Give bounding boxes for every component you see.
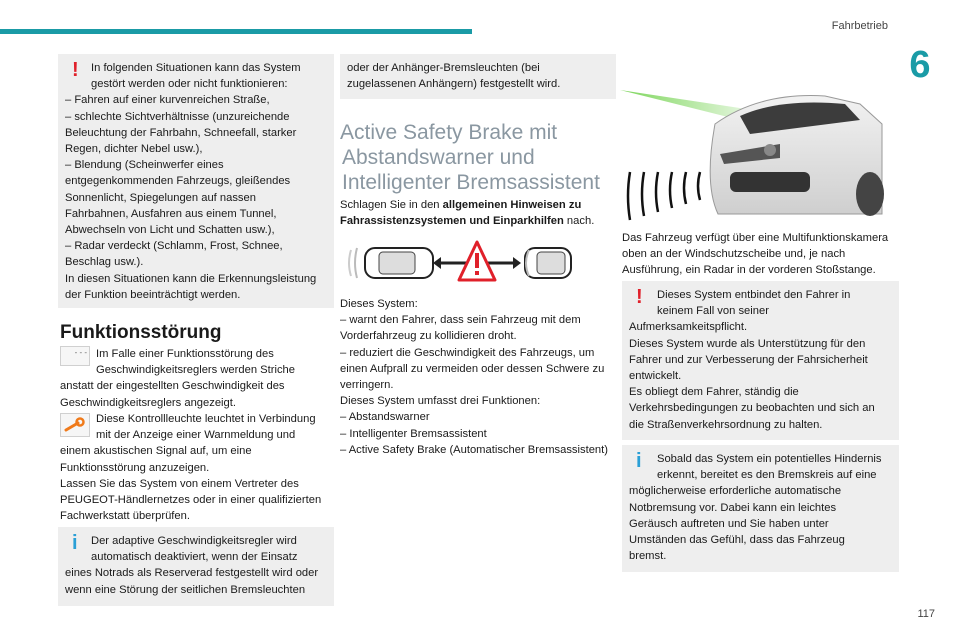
box-line: In diesen Situationen kann die Erkennungsleistung	[65, 272, 317, 285]
box-line: Es obliegt dem Fahrer, ständig die	[629, 386, 799, 399]
box-line: entgegenkommenden Fahrzeugs, gleißendes	[65, 175, 291, 188]
text-line: – Active Safety Brake (Automatischer Bremsassistent)	[340, 443, 608, 456]
section-title: Fahrbetrieb	[831, 20, 888, 32]
text-line: Dieses System:	[340, 298, 418, 310]
box-line: eines Notrads als Reserverad festgestellt wird oder	[65, 567, 319, 580]
text-line: Dieses System umfasst drei Funktionen:	[340, 395, 541, 408]
text-line: – reduziert die Geschwindigkeit des Fahrzeugs, um	[340, 346, 595, 359]
header-accent-bar	[0, 29, 472, 34]
car-front-image	[710, 96, 884, 216]
box-line: möglicherweise erforderliche automatische	[629, 485, 842, 498]
box-line: automatisch deaktiviert, wenn der Einsatz	[91, 551, 298, 564]
box-line: keinem Fall von seiner	[657, 305, 769, 318]
box-line: Notbremsung vor. Dabei kann ein leichtes	[629, 501, 837, 514]
box-line: Beleuchtung der Fahrbahn, Schneefall, starker	[65, 126, 297, 139]
text-line: Funktionsstörung anzuzeigen.	[60, 461, 210, 474]
box-line: Aufmerksamkeitspflicht.	[629, 321, 748, 334]
text-line: Im Falle einer Funktionsstörung des	[96, 348, 274, 360]
text-line: Lassen Sie das System von einem Vertreter des	[60, 477, 299, 490]
title-line: Active Safety Brake mit	[340, 121, 558, 144]
car-left-icon	[349, 248, 433, 278]
section-title-asb	[340, 120, 610, 195]
ref-after: nach.	[563, 215, 595, 228]
car-right-icon	[525, 248, 571, 278]
warning-icon: !	[636, 286, 643, 308]
text-line: oben an der Windschutzscheibe und, je nach	[622, 248, 846, 261]
text-line: mit der Anzeige einer Warnmeldung und	[96, 429, 296, 442]
text-line: verringern.	[340, 379, 394, 392]
warning-icon: !	[72, 59, 79, 81]
ref-bold: allgemeinen Hinweisen zu Fahrassistenzsystemen und Einparkhilfen	[340, 199, 582, 228]
box-line: gestört werden oder nicht funktionieren:	[91, 78, 288, 91]
box-line: Sonnenlicht, Spiegelungen auf nassen	[65, 191, 256, 204]
info-icon: i	[636, 450, 642, 472]
section-heading-malfunction: Funktionsstörung	[60, 322, 222, 343]
text-line: – Abstandswarner	[340, 411, 430, 424]
text-line: Geschwindigkeitsreglers werden Striche	[96, 364, 295, 377]
box-line: oder der Anhänger-Bremsleuchten (bei	[347, 62, 540, 74]
box-line: Sobald das System ein potentielles Hindernis	[657, 453, 882, 465]
system-description	[340, 296, 610, 458]
car-radar-illustration	[620, 54, 885, 226]
box-line: Umständen das Gefühl, dass das Fahrzeug	[629, 534, 845, 547]
malfunction-paragraph-1	[60, 346, 322, 411]
text-line: Geschwindigkeitsreglers angezeigt.	[60, 396, 236, 409]
box-line: wenn eine Störung der seitlichen Bremsleuchten	[65, 583, 306, 596]
box-line: – Fahren auf einer kurvenreichen Straße,	[65, 94, 270, 107]
dashes-text: - - -	[74, 348, 87, 357]
text-line: – warnt den Fahrer, dass sein Fahrzeug mit dem	[340, 314, 581, 327]
warning-box	[58, 54, 334, 308]
box-line: die Straßenverkehrsordnung zu halten.	[629, 418, 823, 431]
text-line: Das Fahrzeug verfügt über eine Multifunktionskamera	[622, 232, 889, 244]
text-line: – Intelligenter Bremsassistent	[340, 427, 487, 440]
info-box-braking	[622, 445, 899, 572]
text-line: PEUGEOT-Händlernetzes oder in einer qualifizierten	[60, 494, 322, 507]
continued-info-box	[340, 54, 616, 99]
box-line: – schlechte Sichtverhältnisse (unzureichende	[65, 110, 290, 123]
text-line: anstatt der eingestellten Geschwindigkeit des	[60, 380, 285, 393]
box-line: zugelassenen Anhängern) festgestellt wird.	[347, 78, 561, 91]
box-line: Fahrer und zur Verbesserung der Fahrsicherheit	[629, 353, 868, 366]
text-line: einem akustischen Signal auf, um eine	[60, 445, 252, 458]
text-line: einen Aufprall zu vermeiden oder dessen Schwere zu	[340, 362, 605, 375]
box-line: der Funktion beeinträchtigt werden.	[65, 288, 241, 301]
chapter-number: 6	[909, 44, 931, 86]
box-line: Fahrbahnen, Ausfahren aus einem Tunnel,	[65, 207, 277, 220]
box-line: Beschlag usw.).	[65, 256, 144, 269]
box-line: Der adaptive Geschwindigkeitsregler wird	[91, 535, 297, 547]
warning-triangle-icon	[459, 242, 495, 280]
box-line: Verkehrsbedingungen zu beobachten und sich an	[629, 402, 875, 415]
camera-radar-intro	[622, 230, 892, 279]
reference-text	[340, 197, 602, 229]
title-line: Intelligenter Bremsassistent	[342, 171, 600, 194]
box-line: Regen, dichter Nebel usw.),	[65, 143, 203, 156]
text-line: Ausführung, ein Radar in der vorderen Stoßstange.	[622, 264, 876, 277]
warning-box-responsibility	[622, 281, 899, 440]
driver-assistance-illustration	[345, 240, 575, 286]
malfunction-paragraph-2	[60, 411, 322, 524]
info-icon: i	[72, 532, 78, 554]
title-line: Abstandswarner und	[342, 146, 535, 169]
box-line: In folgenden Situationen kann das System	[91, 62, 301, 74]
box-line: – Blendung (Scheinwerfer eines	[65, 159, 224, 172]
ref-before: Schlagen Sie in den	[340, 199, 443, 211]
box-line: Geräusch auftreten und Sie haben unter	[629, 517, 829, 530]
text-line: Vorderfahrzeug zu kollidieren droht.	[340, 330, 517, 343]
box-line: entwickelt.	[629, 370, 682, 383]
box-line: Dieses System entbindet den Fahrer in	[657, 289, 851, 301]
box-line: bremst.	[629, 550, 667, 563]
box-line: Dieses System wurde als Unterstützung für den	[629, 337, 866, 350]
box-line: Abwechseln von Licht und Schatten usw.),	[65, 224, 275, 237]
text-line: Fachwerkstatt überprüfen.	[60, 510, 190, 523]
box-line: erkennt, bereitet es den Bremskreis auf eine	[657, 469, 877, 482]
text-line: Diese Kontrollleuchte leuchtet in Verbindung	[96, 413, 316, 425]
info-box	[58, 527, 334, 606]
page-number: 117	[917, 608, 935, 620]
radar-wave-icon	[628, 172, 700, 220]
box-line: – Radar verdeckt (Schlamm, Frost, Schnee,	[65, 240, 283, 253]
